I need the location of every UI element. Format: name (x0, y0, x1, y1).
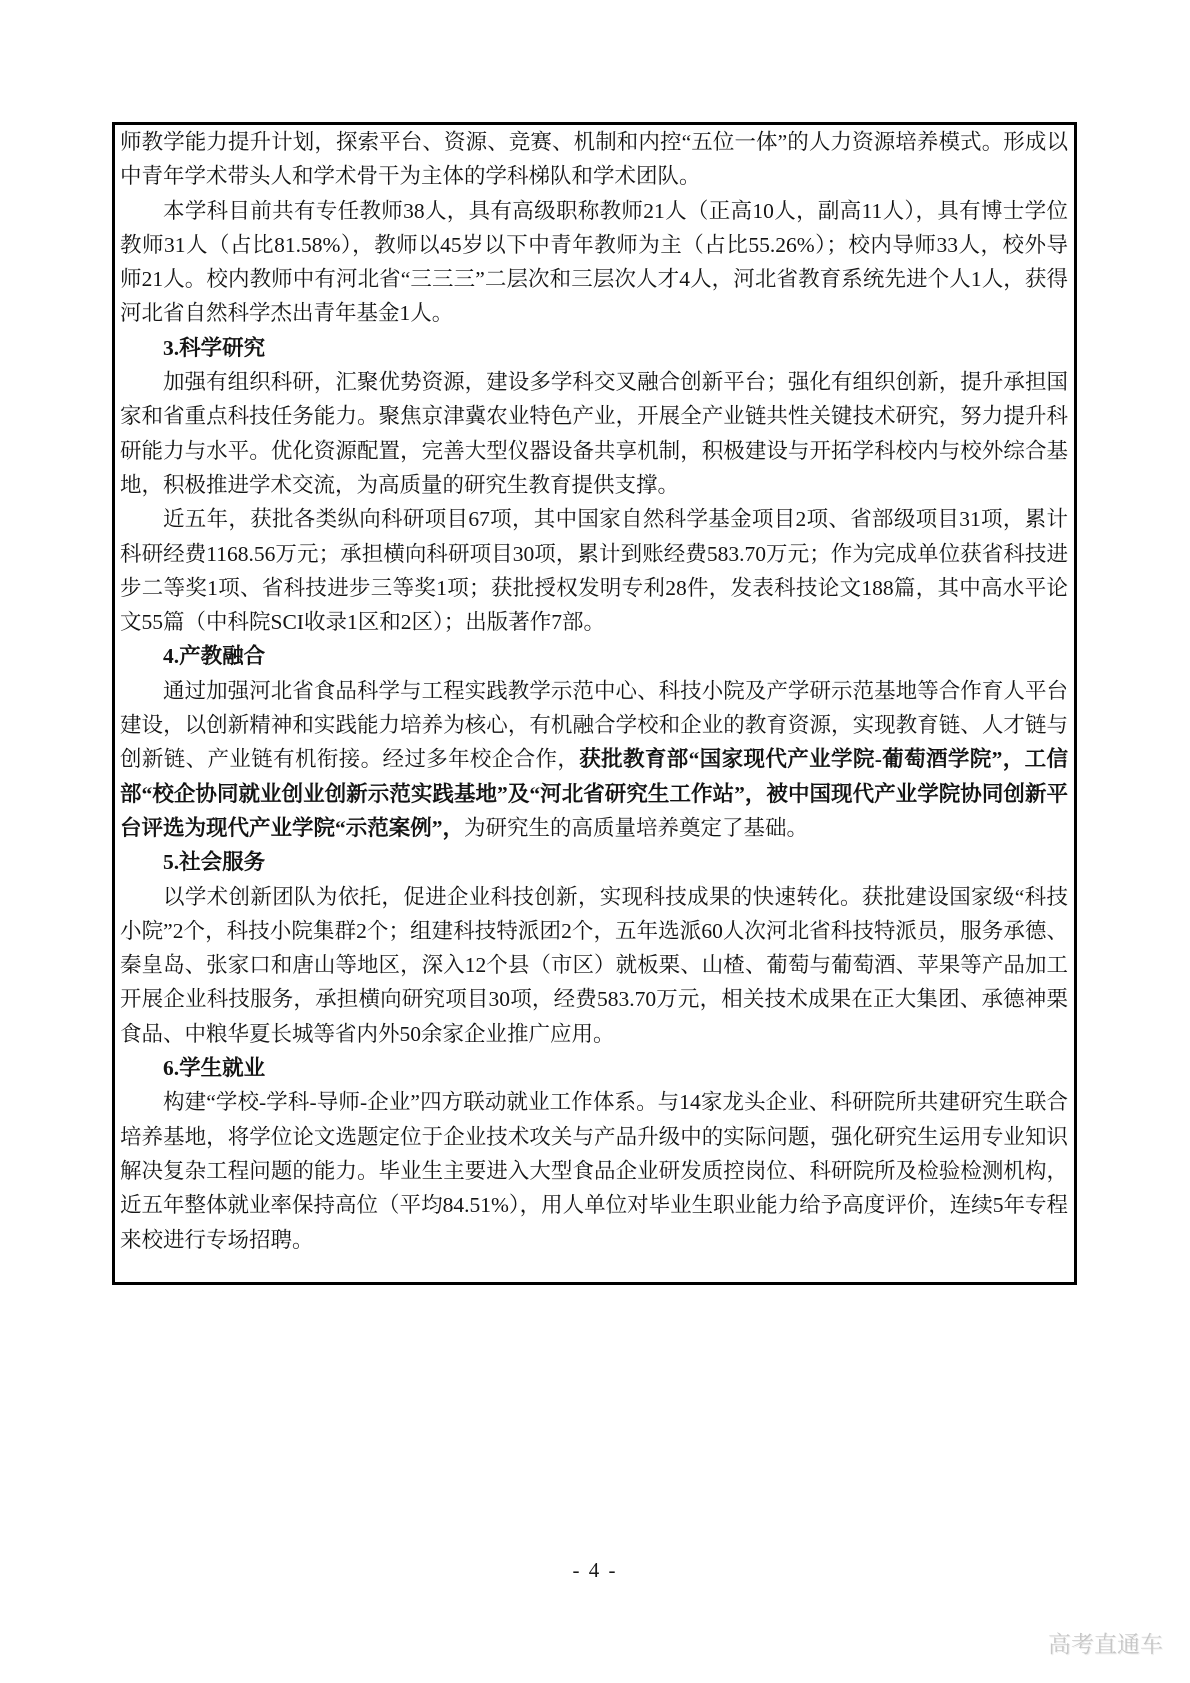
paragraph-teacher-training-continuation: 师教学能力提升计划，探索平台、资源、竞赛、机制和内控“五位一体”的人力资源培养模式。形成以中青年学术带头人和学术骨干为主体的学科梯队和学术团队。 (120, 130, 1068, 189)
document-table-border (112, 122, 1077, 1285)
paragraph-research-platform: 加强有组织科研，汇聚优势资源，建设多学科交叉融合创新平台；强化有组织创新，提升承担国家和省重点科技任务能力。聚焦京津冀农业特色产业，开展全产业链共性关键技术研究，努力提升科研能力与水平。优化资源配置，完善大型仪器设备共享机制，积极建设与开拓学科校内与校外综合基地，积极推进学术交流，为高质量的研究生教育提供支撑。 (120, 370, 1068, 497)
paragraph-student-employment: 构建“学校-学科-导师-企业”四方联动就业工作体系。与14家龙头企业、科研院所共建研究生联合培养基地，将学位论文选题定位于企业技术攻关与产品升级中的实际问题，强化研究生运用专业知识解决复杂工程问题的能力。毕业生主要进入大型食品企业研发质控岗位、科研院所及检验检测机构，近五年整体就业率保持高位（平均84.51%），用人单位对毕业生职业能力给予高度评价，连续5年专程来校进行专场招聘。 (120, 1090, 1068, 1252)
heading-industry-education-integration: 4.产教融合 (163, 644, 266, 669)
heading-scientific-research: 3.科学研究 (163, 335, 266, 360)
industry-education-outro-segment: 为研究生的高质量培养奠定了基础。 (464, 815, 809, 840)
heading-student-employment: 6.学生就业 (163, 1056, 266, 1081)
industry-education-intro-segment: 通过加强河北省食品科学与工程实践教学示范中心、科技小院及产学研示范基地等合作育人平台建设，以创新精神和实践能力培养为核心，有机融合学校和企业的教育资源，实现教育链、人才链与创新链、产业链有机衔接。经过多年校企合作， (120, 678, 1068, 772)
document-table-cell (115, 125, 1074, 1282)
page-number: - 4 - (572, 1558, 618, 1582)
paragraph-faculty-overview: 本学科目前共有专任教师38人，具有高级职称教师21人（正高10人，副高11人），具有博士学位教师31人（占比81.58%），教师以45岁以下中青年教师为主（占比55.26%）；校内导师33人，校外导师21人。校内教师中有河北省“三三三”二层次和三层次人才4人，河北省教育系统先进个人1人，获得河北省自然科学杰出青年基金1人。 (120, 198, 1068, 326)
industry-education-highlight-segment: 获批教育部“国家现代产业学院-葡萄酒学院”，工信部“校企协同就业创业创新示范实践基地”及“河北省研究生工作站”，被中国现代产业学院协同创新平台评选为现代产业学院“示范案例”， (120, 747, 1068, 840)
paragraph-industry-education-integration (120, 674, 1068, 845)
watermark-gaokao-zhitongche: 高考直通车 (1048, 1631, 1163, 1657)
paragraph-social-service: 以学术创新团队为依托，促进企业科技创新，实现科技成果的快速转化。获批建设国家级“科技小院”2个，科技小院集群2个；组建科技特派团2个，五年选派60人次河北省科技特派员，服务承德、秦皇岛、张家口和唐山等地区，深入12个县（市区）就板栗、山楂、葡萄与葡萄酒、苹果等产品加工开展企业科技服务，承担横向研究项目30项，经费583.70万元，相关技术成果在正大集团、承德神栗食品、中粮华夏长城等省内外50余家企业推广应用。 (120, 884, 1068, 1046)
paragraph-research-achievements: 近五年，获批各类纵向科研项目67项，其中国家自然科学基金项目2项、省部级项目31项，累计科研经费1168.56万元；承担横向科研项目30项，累计到账经费583.70万元；作为完成单位获省科技进步二等奖1项、省科技进步三等奖1项；获批授权发明专利28件，发表科技论文188篇，其中高水平论文55篇（中科院SCI收录1区和2区）；出版著作7部。 (120, 507, 1068, 635)
heading-social-service: 5.社会服务 (163, 850, 266, 875)
